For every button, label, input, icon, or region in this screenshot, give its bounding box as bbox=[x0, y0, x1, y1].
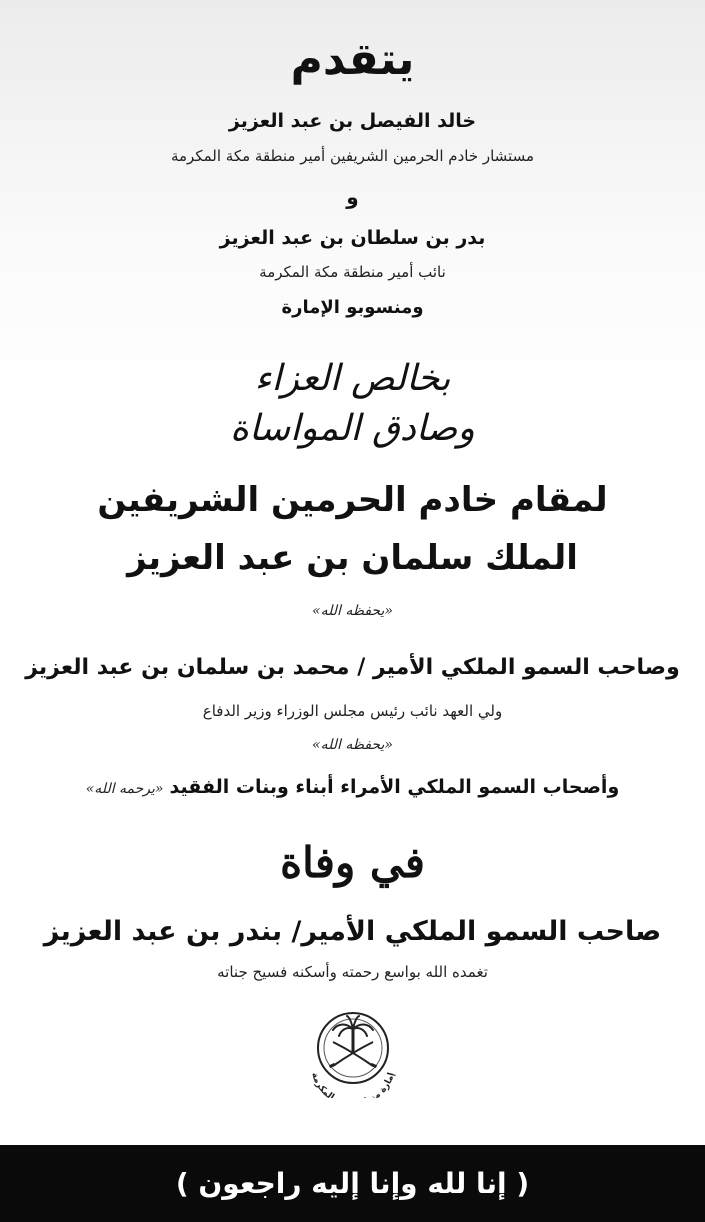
footer-verse: ( إنا لله وإنا إليه راجعون ) bbox=[175, 1167, 530, 1200]
deceased-name: صاحب السمو الملكي الأمير/ بندر بن عبد العزيز bbox=[43, 916, 662, 947]
saudi-emblem-icon bbox=[303, 1008, 403, 1098]
emblem-caption: إمارة م المكرمة bbox=[309, 1071, 397, 1098]
sender-role-2: نائب أمير منطقة مكة المكرمة bbox=[259, 263, 446, 281]
princes-honorific: «يرحمه الله» bbox=[85, 781, 164, 797]
sender-staff: ومنسوبو الإمارة bbox=[281, 297, 424, 318]
princes-line bbox=[0, 776, 705, 798]
crown-prince-honorific: «يحفظه الله» bbox=[312, 737, 393, 753]
svg-text:إمارة منطقة مكة المكرمة bbox=[309, 1071, 397, 1098]
footer-band bbox=[0, 1145, 705, 1222]
header-title: يتقدم bbox=[290, 34, 415, 85]
crown-prince-title: ولي العهد نائب رئيس مجلس الوزراء وزير الدفاع bbox=[202, 702, 503, 720]
condolence-line-2: وصادق المواساة bbox=[230, 408, 475, 449]
sender-name-1: خالد الفيصل بن عبد العزيز bbox=[228, 110, 477, 132]
crown-prince-name: وصاحب السمو الملكي الأمير / محمد بن سلمان بن عبد العزيز bbox=[25, 655, 680, 680]
sender-conjunction: و bbox=[346, 185, 359, 209]
king-line-2: الملك سلمان بن عبد العزيز bbox=[127, 538, 578, 578]
sender-name-2: بدر بن سلطان بن عبد العزيز bbox=[219, 227, 486, 249]
condolence-line-1: بخالص العزاء bbox=[254, 358, 451, 399]
princes-text: وأصحاب السمو الملكي الأمراء أبناء وبنات الفقيد bbox=[169, 776, 620, 798]
prayer-line: تغمده الله بواسع رحمته وأسكنه فسيح جناته bbox=[217, 963, 488, 981]
death-heading: في وفاة bbox=[280, 838, 425, 887]
sender-role-1: مستشار خادم الحرمين الشريفين أمير منطقة مكة المكرمة bbox=[170, 147, 534, 165]
king-honorific: «يحفظه الله» bbox=[312, 603, 393, 619]
king-line-1: لمقام خادم الحرمين الشريفين bbox=[97, 480, 608, 520]
